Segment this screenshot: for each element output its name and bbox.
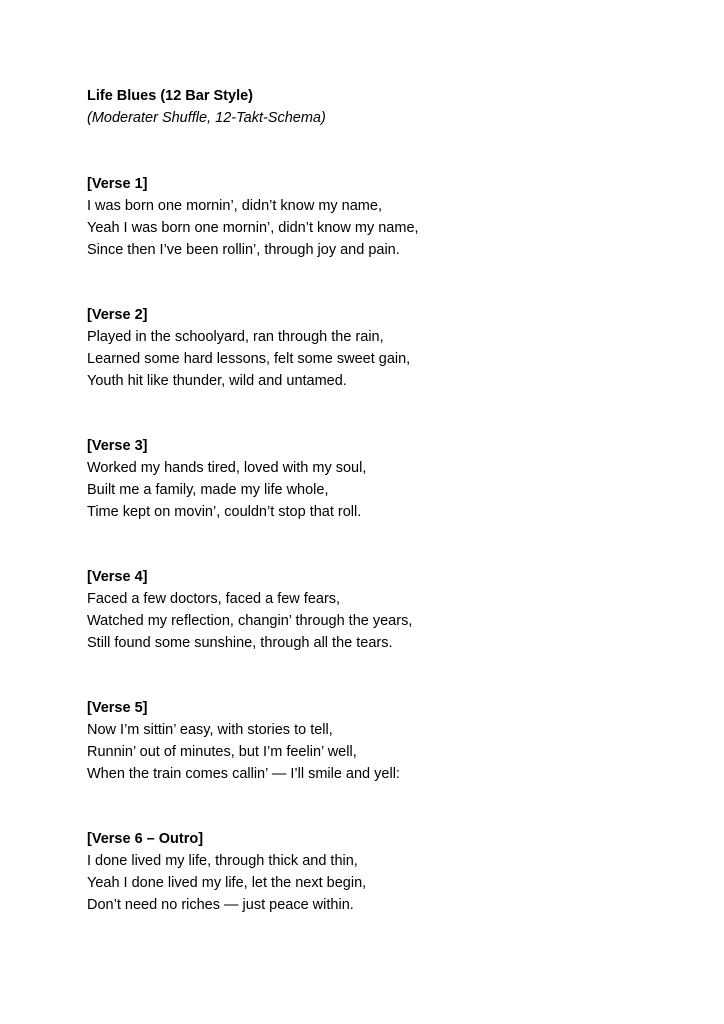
verse-line: I done lived my life, through thick and thin, [87,853,358,869]
verse-line: Don’t need no riches — just peace within. [87,897,354,913]
verse-heading: [Verse 3] [87,438,148,454]
verse-line: Now I’m sittin’ easy, with stories to tell, [87,722,333,738]
verse-heading: [Verse 5] [87,700,148,716]
verses-container [87,173,687,916]
verse-line: Time kept on movin’, couldn’t stop that roll. [87,504,362,520]
verse-line: Built me a family, made my life whole, [87,482,329,498]
verse-line: Watched my reflection, changin’ through the years, [87,613,413,629]
verse-line: I was born one mornin’, didn’t know my name, [87,198,382,214]
song-subtitle: (Moderater Shuffle, 12-Takt-Schema) [87,110,326,126]
verse-line: Played in the schoolyard, ran through the rain, [87,329,384,345]
verse-1 [87,173,687,261]
verse-6-outro [87,828,687,916]
verse-line: Faced a few doctors, faced a few fears, [87,591,341,607]
verse-heading: [Verse 1] [87,176,148,192]
verse-line: Runnin’ out of minutes, but I’m feelin’ well, [87,744,357,760]
verse-line: Since then I’ve been rollin’, through joy and pain. [87,242,400,258]
verse-heading: [Verse 4] [87,569,148,585]
verse-2 [87,304,687,392]
document-content [87,85,687,959]
verse-heading: [Verse 2] [87,307,148,323]
verse-line: Yeah I done lived my life, let the next begin, [87,875,367,891]
verse-3 [87,435,687,523]
verse-line: Worked my hands tired, loved with my soul, [87,460,367,476]
verse-line: Learned some hard lessons, felt some sweet gain, [87,351,411,367]
verse-5 [87,697,687,785]
verse-line: Yeah I was born one mornin’, didn’t know my name, [87,220,419,236]
song-title: Life Blues (12 Bar Style) [87,88,253,104]
verse-4 [87,566,687,654]
verse-heading: [Verse 6 – Outro] [87,831,204,847]
verse-line: Still found some sunshine, through all the tears. [87,635,393,651]
verse-line: When the train comes callin’ — I’ll smile and yell: [87,766,400,782]
verse-line: Youth hit like thunder, wild and untamed. [87,373,347,389]
